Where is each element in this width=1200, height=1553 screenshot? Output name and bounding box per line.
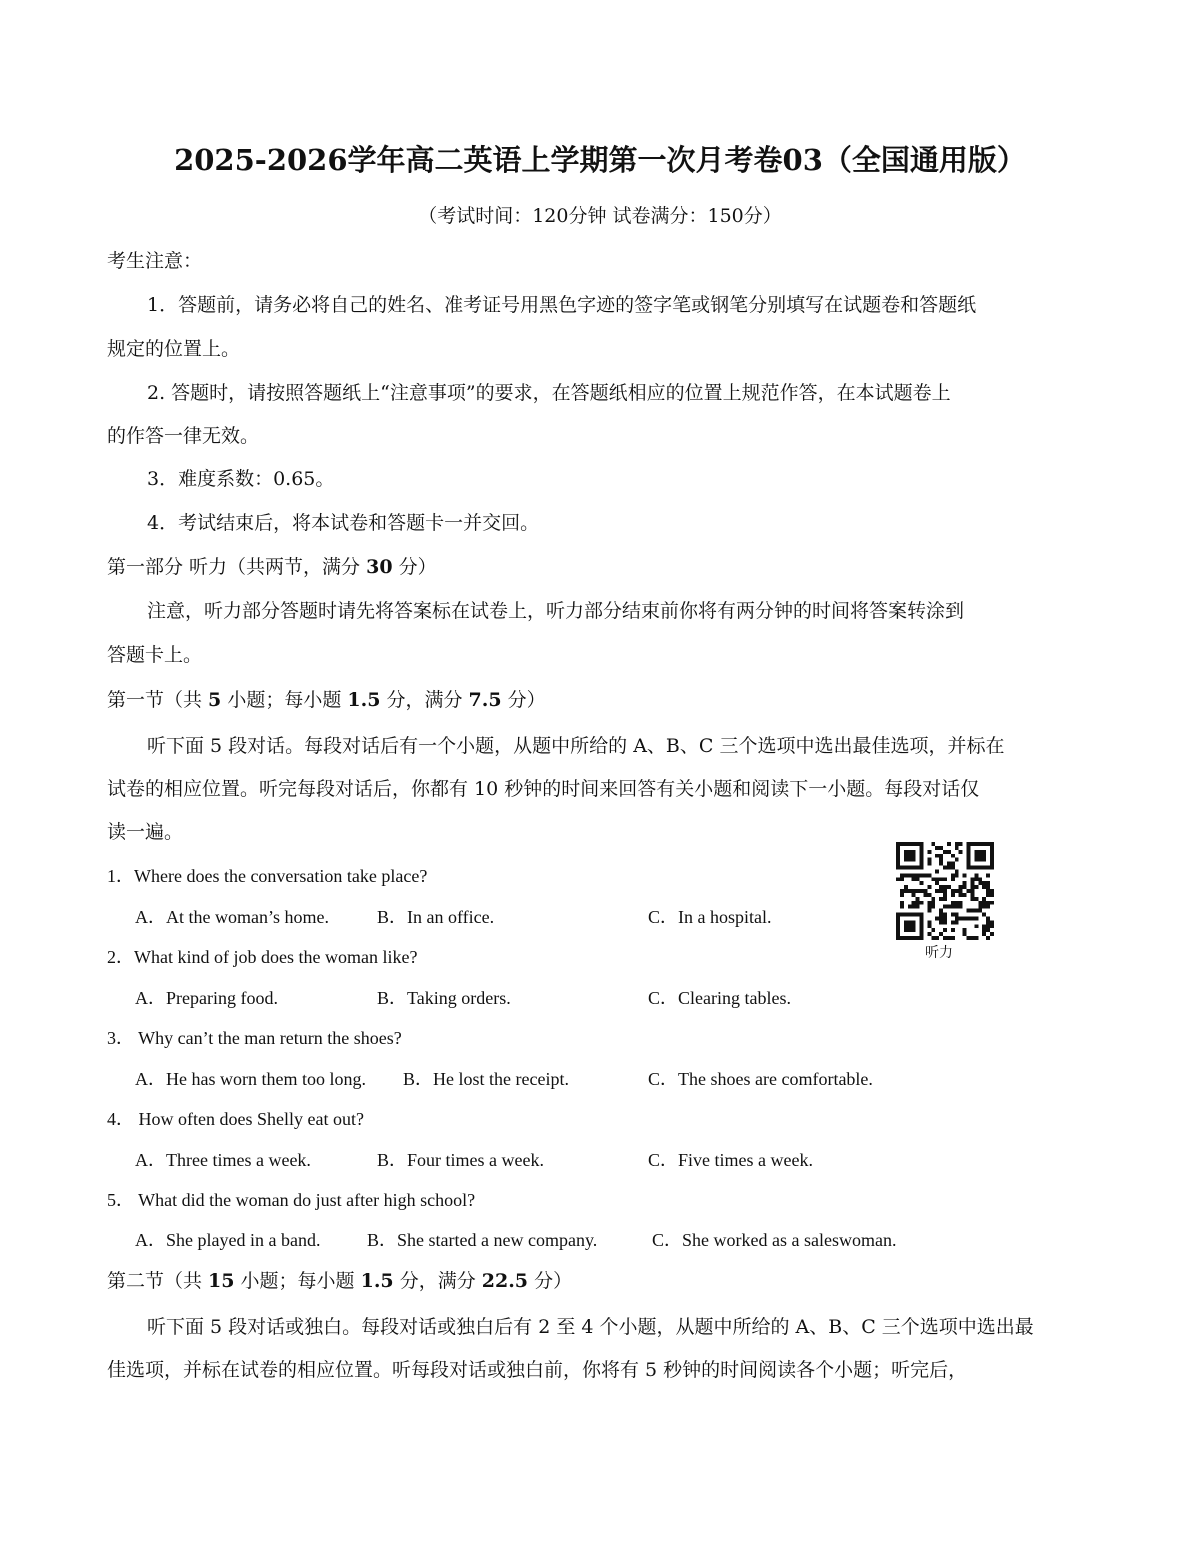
section1-count: 5	[208, 689, 222, 711]
section2-instructions: 听下面 5 段对话或独白。每段对话或独白后有 2 至 4 个小题，从题中所给的 A、B、C 三个选项中选出最	[147, 1316, 1034, 1338]
section1-each: 1.5	[347, 689, 381, 711]
question-2-stem: 2．What kind of job does the woman like?	[107, 947, 418, 967]
page-title: 2025-2026学年高二英语上学期第一次月考卷03（全国通用版）	[174, 143, 1026, 177]
section2-heading-b: 小题；每小题	[234, 1270, 361, 1292]
section1-total: 7.5	[468, 689, 502, 711]
notice-item-3: 3．难度系数：0.65。	[147, 468, 335, 490]
section1-heading-b: 小题；每小题	[221, 689, 348, 711]
section2-count: 15	[208, 1270, 235, 1292]
question-1-option-a: A．At the woman’s home.	[135, 907, 329, 927]
part1-note: 注意，听力部分答题时请先将答案标在试卷上，听力部分结束前你将有两分钟的时间将答案转涂到	[147, 600, 965, 622]
question-2-option-a: A．Preparing food.	[135, 988, 278, 1008]
part1-note-cont: 答题卡上。	[107, 644, 203, 666]
part1-heading-text: 第一部分 听力（共两节，满分	[107, 556, 367, 578]
question-5-option-c: C．She worked as a saleswoman.	[652, 1230, 897, 1250]
notice-item-4: 4．考试结束后，将本试卷和答题卡一并交回。	[147, 512, 540, 534]
question-5-stem: 5． What did the woman do just after high school?	[107, 1190, 476, 1210]
section1-heading-c: 分，满分	[380, 689, 469, 711]
qr-label: 听力	[925, 945, 953, 961]
qr-code-icon[interactable]	[896, 842, 994, 940]
section2-heading-d: 分）	[528, 1270, 573, 1292]
section2-instructions-2: 佳选项，并标在试卷的相应位置。听每段对话或独白前，你将有 5 秒钟的时间阅读各个小题；听完后，	[107, 1359, 968, 1381]
section1-heading	[107, 687, 546, 713]
section1-heading-a: 第一节（共	[107, 689, 209, 711]
notice-item-2: 2. 答题时，请按照答题纸上“注意事项”的要求，在答题纸相应的位置上规范作答，在本试题卷上	[147, 382, 951, 404]
section2-heading-c: 分，满分	[393, 1270, 482, 1292]
notice-item-1: 1．答题前，请务必将自己的姓名、准考证号用黑色字迹的签字笔或钢笔分别填写在试题卷和答题纸	[147, 294, 977, 316]
question-5-option-b: B．She started a new company.	[367, 1230, 598, 1250]
question-3-stem: 3． Why can’t the man return the shoes?	[107, 1028, 402, 1048]
question-5-option-a: A．She played in a band.	[135, 1230, 321, 1250]
question-1-option-c: C．In a hospital.	[648, 907, 772, 927]
question-4-option-b: B．Four times a week.	[377, 1150, 544, 1170]
part1-score: 30	[366, 556, 393, 578]
question-1-stem: 1．Where does the conversation take place?	[107, 866, 428, 886]
question-4-stem: 4． How often does Shelly eat out?	[107, 1109, 364, 1129]
section1-instructions-3: 读一遍。	[107, 821, 184, 843]
question-4-option-a: A．Three times a week.	[135, 1150, 311, 1170]
section1-instructions: 听下面 5 段对话。每段对话后有一个小题，从题中所给的 A、B、C 三个选项中选出最佳选项，并标在	[147, 735, 1005, 757]
section2-total: 22.5	[481, 1270, 529, 1292]
part1-heading	[107, 554, 437, 580]
question-3-option-c: C．The shoes are comfortable.	[648, 1069, 873, 1089]
question-1-option-b: B．In an office.	[377, 907, 495, 927]
section2-heading-a: 第二节（共	[107, 1270, 209, 1292]
question-4-option-c: C．Five times a week.	[648, 1150, 813, 1170]
exam-info: （考试时间：120分钟 试卷满分：150分）	[418, 205, 782, 227]
question-3-option-b: B．He lost the receipt.	[403, 1069, 569, 1089]
question-2-option-b: B．Taking orders.	[377, 988, 511, 1008]
part1-heading-suffix: 分）	[392, 556, 437, 578]
section2-each: 1.5	[360, 1270, 394, 1292]
section1-instructions-2: 试卷的相应位置。听完每段对话后，你都有 10 秒钟的时间来回答有关小题和阅读下一小题。每段对话仅	[107, 778, 980, 800]
section2-heading	[107, 1268, 572, 1294]
notice-item-1-cont: 规定的位置上。	[107, 338, 241, 360]
question-2-option-c: C．Clearing tables.	[648, 988, 791, 1008]
question-3-option-a: A．He has worn them too long.	[135, 1069, 366, 1089]
section1-heading-d: 分）	[501, 689, 546, 711]
notice-item-2-cont: 的作答一律无效。	[107, 425, 260, 447]
notice-heading: 考生注意：	[107, 250, 203, 272]
